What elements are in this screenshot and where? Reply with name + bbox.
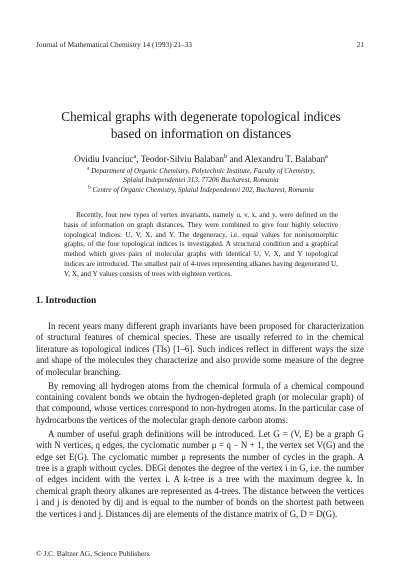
body-text <box>36 321 364 523</box>
paper-title <box>40 108 362 142</box>
copyright-notice: © J.C. Baltzer AG, Science Publishers <box>36 549 150 558</box>
author-1: Ovidiu Ivanciuc <box>74 154 134 164</box>
title-line-1: Chemical graphs with degenerate topological indices <box>61 109 341 124</box>
author-list <box>20 154 382 165</box>
affiliation-a <box>50 167 352 185</box>
abstract: Recently, four new types of vertex invariants, namely u, v, x, and y, were defined on the basis of information on graph distances. They were combined to give four highly selective topological indices: U, V, X, and Y. The degeneracy, i.e. equal values for nonisomorphic graphs, of the four topological indices is investigated. A structural condition and a graphical method which gives pairs of molecular graphs with identical U, V, X, and Y topological indices are introduced. The smallest pair of 4-trees representing alkanes having degenerated U, V, X, and Y values consists of trees with eighteen vertices. <box>64 211 338 278</box>
page-number: 21 <box>356 40 364 49</box>
paragraph-2: By removing all hydrogen atoms from the chemical formula of a chemical compound containing covalent bonds we obtain the hydrogen-depleted graph (or molecular graph) of that compound, whose vertices correspond to non-hydrogen atoms. In the particular case of hydrocarbons the vertices of the molecular graph denote carbon atoms. <box>36 380 364 425</box>
affiliation-a-line-2: Splaiul Independentei 313, 77206 Bucharest, Romania <box>123 176 279 184</box>
author-3: and Alexandru T. Balaban <box>227 154 326 164</box>
running-header <box>36 40 364 49</box>
section-heading: 1. Introduction <box>36 296 97 306</box>
author-1-affil-mark: a <box>133 152 137 160</box>
paragraph-3: A number of useful graph definitions will be introduced. Let G = (V, E) be a graph G with N vertices, q edges, the cyclomatic number μ = q − N + 1, the vertex set V(G) and the edge set E(G). The cyclomatic number μ represents the number of cycles in the graph. A tree is a graph without cycles. DEGi denotes the degree of the vertex i in G, i.e. the number of edges incident with the vertex i. A k-tree is a tree with the maximum degree k. In chemical graph theory alkanes are represented as 4-trees. The distance between the vertices i and j is denoted by dij and is equal to the number of bonds on the shortest path between the vertices i and j. Distances dij are elements of the distance matrix of G, D = D(G). <box>36 428 364 519</box>
author-2: , Teodor-Silviu Balaban <box>136 154 224 164</box>
affiliation-a-mark: a <box>87 166 90 172</box>
paragraph-1: In recent years many different graph invariants have been proposed for characterization of structural features of chemical species. These are usually referred to in the chemical literature as topological indices (TIs) [1–6]. Such indices reflect in different ways the size and shape of the molecules they characterize and also provide some measure of the degree of molecular branching. <box>36 321 364 377</box>
journal-citation: Journal of Mathematical Chemistry 14 (1993) 21–33 <box>36 40 192 49</box>
title-line-2: based on information on distances <box>110 126 292 141</box>
affiliation-b-line-1: Centre of Organic Chemistry, Splaiul Independentei 202, Bucharest, Romania <box>92 186 314 194</box>
affiliation-a-line-1: Department of Organic Chemistry, Polytechnic Institute, Faculty of Chemistry, <box>91 167 315 175</box>
affiliation-b-mark: b <box>88 185 91 191</box>
author-3-affil-mark: a <box>325 152 328 160</box>
affiliation-b <box>50 186 352 195</box>
author-2-affil-mark: b <box>223 152 228 160</box>
